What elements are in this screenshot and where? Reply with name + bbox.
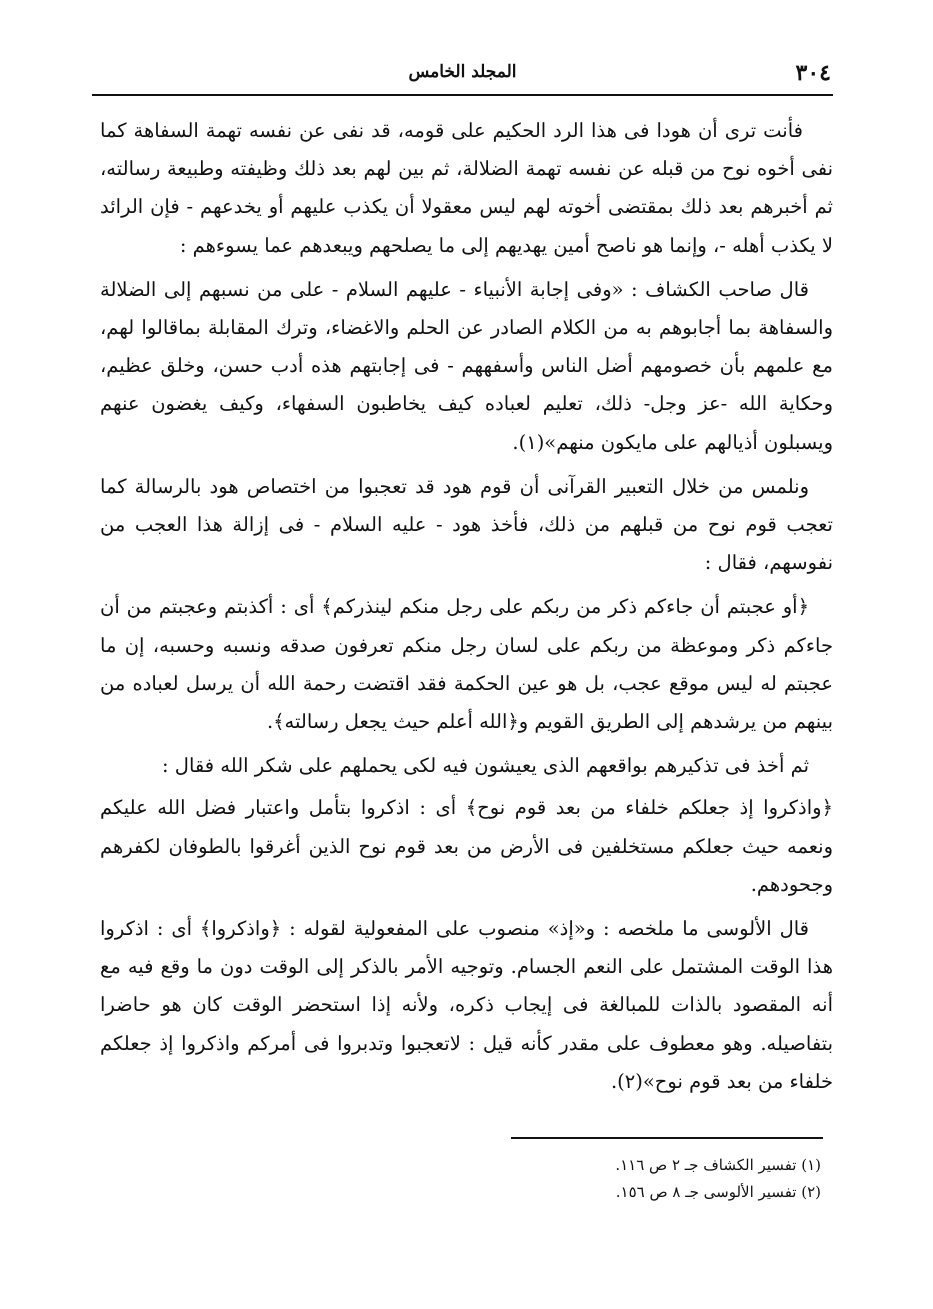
running-title: المجلد الخامس [408,62,517,82]
paragraph-reminder: ثم أخذ فى تذكيرهم بواقعهم الذى يعيشون فيه لكى يحملهم على شكر الله فقال : [162,754,809,778]
paragraph-quranic-expression: ونلمس من خلال التعبير القرآنى أن قوم هود قد تعجبوا من اختصاص هود بالرسالة كما تعجب قوم نوح من قبلهم من ذلك، فأخذ هود - عليه السلام - فى إزالة هذا العجب من نفوسهم، فقال : [100,474,833,575]
footnotes [421,1152,821,1206]
paragraph-kashshaf-quote: قال صاحب الكشاف : «وفى إجابة الأنبياء - عليهم السلام - على من نسبهم إلى الضلالة والسفاهة بما أجابوهم به من الكلام الصادر عن الحلم والاغضاء، وترك المقابلة بماقالوا لهم، مع علمهم بأن خصومهم أضل الناس وأسفههم - فى إجابتهم هذه أدب حسن، وخلق عظيم، وحكاية الله -عز وجل- ذلك، تعليم لعباده كيف يخاطبون السفهاء، وكيف يغضون عنهم ويسبلون أذيالهم على مايكون منهم»(١). [100,277,833,454]
main-text [100,112,833,1105]
paragraph-alusi-quote: قال الألوسى ما ملخصه : و«إذ» منصوب على المفعولية لقوله : ﴿واذكروا﴾ أى : اذكروا هذا الوقت المشتمل على النعم الجسام. وتوجيه الأمر بالذكر إلى الوقت دون ما وقع فيه مع أنه المقصود بالذات للمبالغة فى إيجاب ذكره، ولأنه إذا استحضر الوقت كان هو حاضرا بتفاصيله. وهو معطوف على مقدر كأنه قيل : لاتعجبوا وتدبروا فى أمركم واذكروا إذ جعلكم خلفاء من بعد قوم نوح»(٢). [100,917,833,1093]
footnote-1: (١) تفسير الكشاف جـ ٢ ص ١١٦. [615,1156,821,1174]
footnote-2: (٢) تفسير الألوسى جـ ٨ ص ١٥٦. [615,1183,821,1201]
paragraph-verse-wonder: ﴿أو عجبتم أن جاءكم ذكر من ربكم على رجل منكم لينذركم﴾ أى : أكذبتم وعجبتم من أن جاءكم ذكر وموعظة من ربكم على لسان رجل منكم تعرفون صدقه ونسبه وحسبه، إن ما عجبتم له ليس موقع عجب، بل هو عين الحكمة فقد اقتضت رحمة الله أن يرسل لعباده من بينهم من يرشدهم إلى الطريق القويم و﴿الله أعلم حيث يجعل رسالته﴾. [100,595,833,734]
paragraph-verse-remember: ﴿واذكروا إذ جعلكم خلفاء من بعد قوم نوح﴾ أى : اذكروا بتأمل واعتبار فضل الله عليكم ونعمه حيث جعلكم مستخلفين فى الأرض من بعد قوم نوح الذين أغرقوا بالطوفان لكفرهم وجحودهم. [100,796,833,896]
paragraph-hud-reply: فأنت ترى أن هودا فى هذا الرد الحكيم على قومه، قد نفى عن نفسه تهمة السفاهة كما نفى أخوه نوح من قبله عن نفسه تهمة الضلالة، ثم بين لهم بعد ذلك وظيفته وطبيعة رسالته، ثم أخبرهم بعد ذلك بمقتضى أخوته لهم ليس معقولا أن يكذب عليهم أو يخدعهم - فإن الرائد لا يكذب أهله -، وإنما هو ناصح أمين يهديهم إلى ما يصلحهم ويبعدهم عما يسوءهم : [100,119,833,257]
footnote-divider [511,1137,823,1139]
page-header [92,58,833,96]
page-number: ٣٠٤ [795,60,831,86]
